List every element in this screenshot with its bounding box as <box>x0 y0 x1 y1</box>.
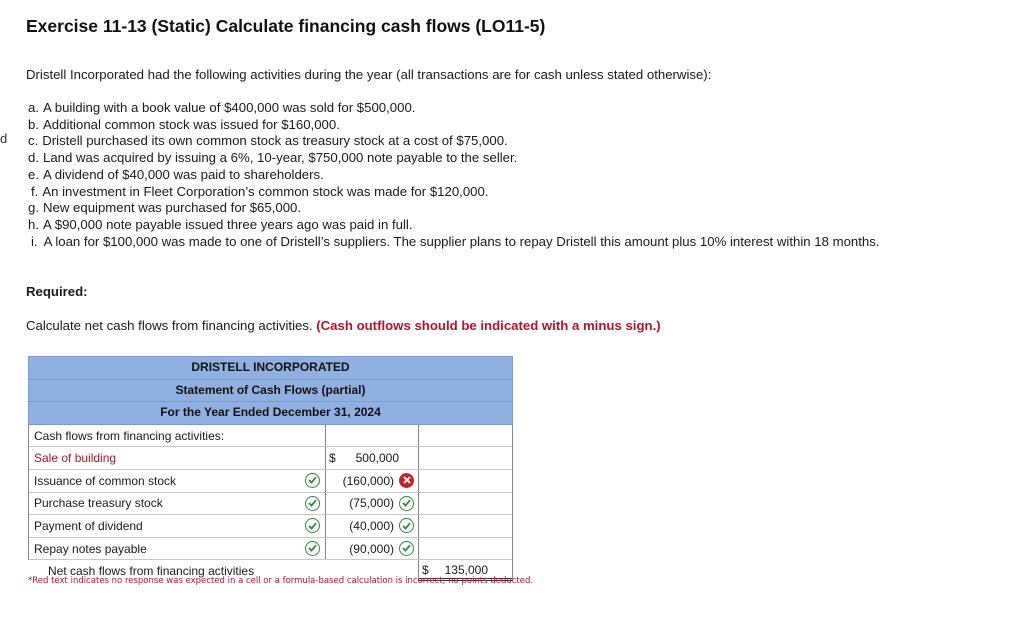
item-text: A building with a book value of $400,000 was sold for $500,000. <box>43 100 416 115</box>
company-name: DRISTELL INCORPORATED <box>29 357 512 380</box>
section-row <box>29 425 512 448</box>
amount-value: (40,000) <box>349 518 394 533</box>
total-cell <box>418 425 512 447</box>
list-item <box>28 133 988 150</box>
amount-cell[interactable] <box>325 447 418 469</box>
table-row <box>29 470 512 493</box>
list-item <box>28 100 988 117</box>
x-icon <box>399 473 414 488</box>
amount-cell[interactable] <box>325 538 418 560</box>
item-text: Additional common stock was issued for $160,000. <box>43 116 340 132</box>
row-label: Payment of dividend <box>34 518 143 533</box>
item-label: c. <box>28 133 39 149</box>
check-icon <box>305 473 320 488</box>
item-text: Dristell purchased its own common stock as treasury stock at a cost of $75,000. <box>42 133 508 149</box>
total-label: Net cash flows from financing activities <box>48 563 255 578</box>
table-row <box>29 515 512 538</box>
footnote: *Red text indicates no response was expected in a cell or a formula-based calculation is incorrect; no points deducted. <box>28 576 534 586</box>
item-label: f. <box>31 183 39 199</box>
item-label: h. <box>28 216 39 232</box>
currency-symbol: $ <box>329 451 336 466</box>
row-label: Repay notes payable <box>34 541 147 556</box>
intro-text: Dristell Incorporated had the following activities during the year (all transactions are for cash unless stated otherwise): <box>26 67 712 82</box>
statement-header <box>28 356 513 425</box>
cash-flow-worksheet <box>28 356 513 581</box>
table-row <box>29 447 512 470</box>
check-icon <box>305 541 320 556</box>
item-label: e. <box>28 166 39 182</box>
check-icon <box>305 496 320 511</box>
amount-cell[interactable] <box>325 493 418 515</box>
item-label: i. <box>31 233 38 249</box>
total-cell[interactable] <box>418 470 512 492</box>
list-item <box>28 200 988 217</box>
section-label: Cash flows from financing activities: <box>34 428 225 443</box>
item-text: New equipment was purchased for $65,000. <box>43 200 302 216</box>
list-item <box>28 117 988 134</box>
amount-value: (75,000) <box>349 496 394 511</box>
activities-list <box>28 100 988 250</box>
amount-value: (160,000) <box>342 473 394 488</box>
check-icon <box>399 518 414 533</box>
check-icon <box>399 496 414 511</box>
amount-cell <box>325 425 418 447</box>
amount-value: 500,000 <box>355 451 399 466</box>
amount-cell[interactable] <box>325 470 418 492</box>
instruction-warning: (Cash outflows should be indicated with a minus sign.) <box>316 318 661 333</box>
statement-name: Statement of Cash Flows (partial) <box>29 380 512 403</box>
item-label: b. <box>28 116 39 132</box>
instruction <box>26 318 661 333</box>
total-value: 135,000 <box>444 563 488 578</box>
edge-fragment: d <box>0 131 8 146</box>
total-cell[interactable] <box>418 493 512 515</box>
row-label: Issuance of common stock <box>34 473 177 488</box>
item-text: A dividend of $40,000 was paid to shareholders. <box>43 166 324 182</box>
currency-symbol: $ <box>422 563 429 578</box>
statement-period: For the Year Ended December 31, 2024 <box>29 402 512 425</box>
list-item <box>28 217 988 234</box>
list-item <box>28 167 988 184</box>
item-text: An investment in Fleet Corporation’s common stock was made for $120,000. <box>42 183 489 199</box>
instruction-text: Calculate net cash flows from financing activities. <box>26 318 313 333</box>
check-icon <box>399 541 414 556</box>
statement-grid <box>28 425 513 561</box>
amount-value: (90,000) <box>349 541 394 556</box>
list-item <box>28 150 988 167</box>
table-row <box>29 538 512 561</box>
table-row <box>29 493 512 516</box>
total-cell[interactable] <box>418 447 512 469</box>
amount-cell[interactable] <box>325 515 418 537</box>
item-text: A loan for $100,000 was made to one of Dristell’s suppliers. The supplier plans to repay Dristell this amount plus 10% interest within 18 months. <box>43 233 880 249</box>
item-text: A $90,000 note payable issued three years ago was paid in full. <box>43 216 413 232</box>
required-heading: Required: <box>26 284 88 299</box>
item-text: Land was acquired by issuing a 6%, 10-year, $750,000 note payable to the seller. <box>43 150 518 166</box>
list-item <box>28 184 988 201</box>
page-title: Exercise 11-13 (Static) Calculate financing cash flows (LO11-5) <box>26 16 546 36</box>
item-label: a. <box>28 100 39 115</box>
item-label: d. <box>28 150 39 166</box>
list-item <box>28 234 988 251</box>
row-label: Purchase treasury stock <box>34 496 163 511</box>
total-cell[interactable] <box>418 515 512 537</box>
item-label: g. <box>28 200 39 216</box>
row-label: Sale of building <box>34 451 117 466</box>
total-cell[interactable] <box>418 538 512 560</box>
